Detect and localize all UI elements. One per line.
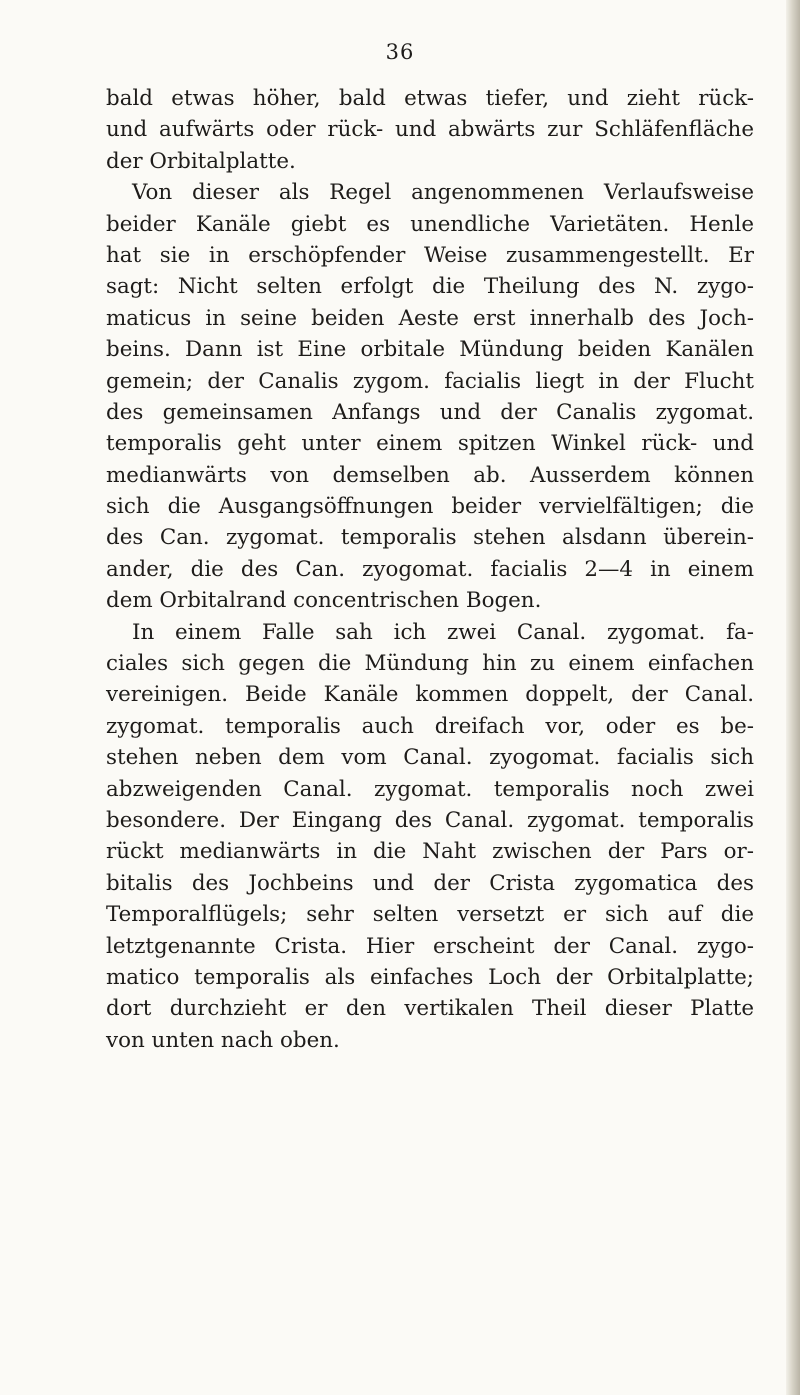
text-line: dem Orbitalrand concentrischen Bogen. — [106, 588, 542, 614]
text-line: besondere. Der Eingang des Canal. zygomat. temporalis — [106, 807, 754, 833]
text-line: Temporalflügels; sehr selten versetzt er sich auf die — [106, 902, 754, 928]
text-line: beins. Dann ist Eine orbitale Mündung beiden Kanälen — [106, 337, 754, 363]
text-line: beider Kanäle giebt es unendliche Varietäten. Henle — [106, 211, 754, 237]
text-line: und aufwärts oder rück- und abwärts zur Schläfenfläche — [106, 117, 754, 143]
text-line: stehen neben dem vom Canal. zyogomat. facialis sich — [106, 745, 754, 771]
text-line: hat sie in erschöpfender Weise zusammengestellt. Er — [106, 242, 754, 268]
text-line: gemein; der Canalis zygom. facialis liegt in der Flucht — [106, 368, 754, 394]
page-edge — [786, 0, 800, 1395]
text-line: matico temporalis als einfaches Loch der Orbitalplatte; — [106, 964, 754, 990]
text-line: rückt medianwärts in die Naht zwischen der Pars or- — [106, 839, 754, 865]
text-line: temporalis geht unter einem spitzen Winkel rück- und — [106, 431, 754, 457]
text-line: des Can. zygomat. temporalis stehen alsdann überein- — [106, 525, 754, 551]
text-line: von unten nach oben. — [106, 1027, 340, 1053]
text-line: des gemeinsamen Anfangs und der Canalis zygomat. — [106, 399, 754, 425]
text-line: zygomat. temporalis auch dreifach vor, oder es be- — [106, 713, 754, 739]
body-text — [106, 83, 754, 1056]
text-line: In einem Falle sah ich zwei Canal. zygomat. fa- — [132, 619, 754, 645]
page-number: 36 — [385, 40, 415, 64]
text-line: ander, die des Can. zyogomat. facialis 2—4 in einem — [106, 556, 754, 582]
text-line: dort durchzieht er den vertikalen Theil dieser Platte — [106, 996, 754, 1022]
text-line: maticus in seine beiden Aeste erst innerhalb des Joch- — [106, 305, 754, 331]
text-line: sagt: Nicht selten erfolgt die Theilung des N. zygo- — [106, 274, 754, 300]
text-line: medianwärts von demselben ab. Ausserdem können — [106, 462, 754, 488]
text-line: sich die Ausgangsöffnungen beider vervielfältigen; die — [106, 494, 754, 520]
text-line: abzweigenden Canal. zygomat. temporalis noch zwei — [106, 776, 754, 802]
text-line: der Orbitalplatte. — [106, 148, 296, 174]
text-line: Von dieser als Regel angenommenen Verlaufsweise — [132, 180, 754, 206]
text-line: ciales sich gegen die Mündung hin zu einem einfachen — [106, 651, 754, 677]
text-line: bald etwas höher, bald etwas tiefer, und zieht rück- — [106, 86, 754, 111]
text-line: letztgenannte Crista. Hier erscheint der Canal. zygo- — [106, 933, 754, 959]
text-line: bitalis des Jochbeins und der Crista zygomatica des — [106, 870, 754, 896]
text-line: vereinigen. Beide Kanäle kommen doppelt, der Canal. — [106, 682, 754, 708]
